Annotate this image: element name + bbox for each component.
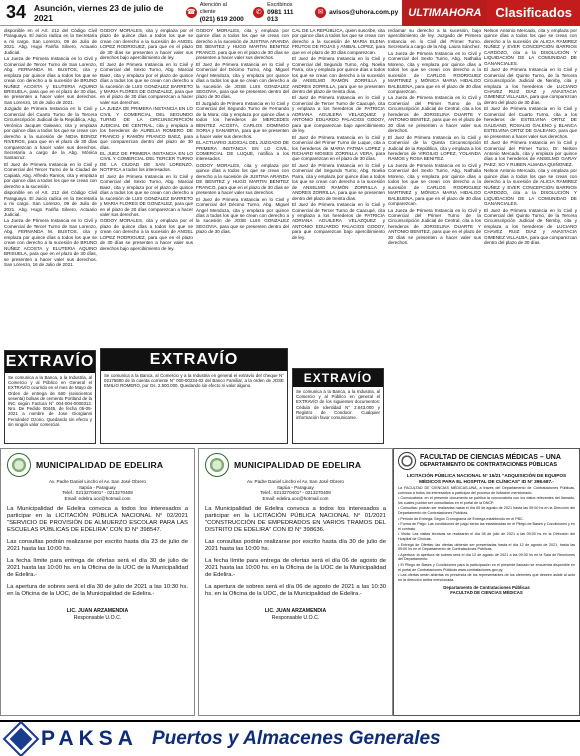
column-3 bbox=[196, 28, 289, 364]
notice: La Jueza de Primera Instancia en lo Civil y Comercial de Tercer Turno de San Lorenzo, Abg. FERNANDA M. BUSTOS, cita y emplaza por quince días a todos los que se crean con derecho a la sucesión de BRUNO NUÑEZ ACOSTA y ELUTERIA AQUINO BRISUELA, para que en el plazo de 30 días, se presenten a hacer valer sus derechos. San Lorenzo, 16 de Julio de 2021. bbox=[4, 218, 97, 268]
email-icon: ✉ bbox=[315, 7, 326, 18]
notice: GODOY MORALES, cita y emplaza por el plazo de quince días a todos los que se crean con derecho a la sucesión de ANGEL LOPEZ RODRIGUEZ, para que en el plazo de 30 días se presenten a hacer valer sus derechos bajo apercibimiento de ley. bbox=[100, 28, 193, 61]
paksa-logo-icon bbox=[5, 723, 36, 754]
notice: El Juez de Primera Instancia en lo Civil y Comercial del Segundo Turno, Abg. Noelia Parra, cita y emplaza por quince días a todos los que se crean con derecho a la sucesión de ANSELMO RAMÓN ZORRILLA y ANDRES ZORRILLA, para que se presenten dentro del plazo de treinta días. bbox=[292, 56, 385, 94]
extravio-title: EXTRAVÍO bbox=[101, 349, 287, 371]
signature-block: LIC. JUAN ARZAMENDIA Responsable U.O.C. bbox=[66, 608, 129, 621]
tender-paragraph: • Consultas: podrán ser realizadas hasta el día 05 de agosto de 2021 hasta las 09:00 hs en la Dirección del Departamento de Contrataciones Públicas. bbox=[398, 506, 575, 515]
notice-paragraph: La fecha límite para entrega de ofertas será el día 06 de agosto de 2021 hasta las 10:00 hs. en la Oficina de la UOC de la Municipalidad de Edelira.- bbox=[205, 558, 386, 579]
notice: El Juez de Primera Instancia en lo Civil y Comercial de Tercer Turno de Caacupé, cita y emplaza a los herederos de PATRICIA ADRIANA AGUILERA VELAZQUEZ y ANTONIO EDUARDO PALACIOS GODOY, para que comparezcan bajo apercibimiento de ley. bbox=[292, 95, 385, 134]
notice: LA JUEZA DE PRIMERA INSTANCIA EN LO CIVIL Y COMERCIAL DEL SEGUNDO TURNO DE LA CIRCUNSCRIPCIÓN JUDICIAL DE CENTRAL, cita y emplaza a los herederos de AURELIA ROMERO DE FRANCO y RAMÓN FRANCO BAEZ, para que comparezcan dentro del plazo de 30 días. bbox=[100, 106, 193, 150]
tender-footer: Departamento de Contrataciones Públicas FACULTAD DE CIENCIAS MÉDICAS bbox=[443, 585, 530, 596]
classified-columns bbox=[4, 28, 576, 446]
column-1 bbox=[4, 28, 97, 346]
extravio-text: Se comunica a la Banca, al Comercio y a la Industria en general el extravío del cheque N° 02175680 de la cuenta corriente N° 000-00234-02 del Banco Familiar, a la orden de JOSE EMILIO ROMERO, por Gs. 2.500.000. Quedando sin efecto ni valor alguno. bbox=[104, 373, 284, 389]
tender-paragraph: • Entrega de Ofertas: las ofertas deberán ser presentadas hasta el día 12 de agosto de 2021, hasta las 09:00 hs en el Departamento de Contrataciones Públicas. bbox=[398, 542, 575, 552]
tender-paragraph: • Las ofertas serán abiertas en presencia de los representantes de los oferentes que deseen asistir al acto en la dirección arriba mencionada. bbox=[398, 573, 575, 582]
notice: La Jueza de Primera Instancia en lo Civil y Comercial del Sexto Turno, Abg. Nathalia Moreno, cita y emplaza por quince días a todos los que se crean con derecho a la sucesión de CARLOS RODRIGUEZ MARTINEZ y MÓNICA MARIA HIDALGO BALBUENA, para que en el plazo de 30 días comparezcan. bbox=[388, 50, 481, 94]
notice: GODOY MORALES, cita y emplaza por quince días a todos los que se crean con derecho a la sucesión de JUSTINA ARANDA DE BENITEZ y HUGO MARTIN BENITEZ FRANCO, para que en el plazo de 30 días se presenten a hacer valer sus derechos. bbox=[196, 162, 289, 196]
notice: La Jueza de Primera Instancia en lo Civil y Comercial del Primer Turno de la Circunscripción Judicial de Central, cita a los herederos de JORGELINA DUARTE Y ANTONIO BENITEZ, para que en el plazo de 30 días se presenten a hacer valer sus derechos. bbox=[388, 95, 481, 134]
municipal-address-block: Av. Padre Daniel Lincho el Av. San José Obrero Itapúa - Paraguay Telef.: 0213270401* - 0213270408 Email: edelira.uoc@hotmail.com bbox=[247, 479, 344, 501]
municipal-notice-left bbox=[0, 448, 195, 716]
municipal-address-block: Av. Padre Daniel Lincho el Av. San José Obrero Itapúa - Paraguay Telef.: 0213270401* - 0213270408 Email: edelira.uoc@hotmail.com bbox=[49, 479, 146, 501]
column-6 bbox=[484, 28, 577, 368]
tender-paragraph: • Apertura: la apertura de sobres será el día 12 de agosto de 2021 a las 09:30 hs en la Sala de Reuniones del Departamento. bbox=[398, 552, 575, 562]
notice-paragraph: Las consultas podrán realizarse por escrito hasta día 23 de julio de 2021 hasta las 10:00 hs. bbox=[7, 539, 188, 553]
extravio-text: Se comunica a la Banca, a la Industria, al Comercio y al Público en general el EXTRAVÍO de los siguientes documentos: Cédula de Identidad N° 2.643.000 y Registro de Conducir. Cualquier información favor comunicarse. bbox=[296, 389, 380, 421]
extravio-notice-middle bbox=[100, 348, 288, 444]
notice: EL ACTUARIO JUDICIAL DEL JUZGADO DE PRIMERA INSTANCIA EN LO CIVIL, COMERCIAL DE LUQUE, notifica a los interesados. bbox=[196, 140, 289, 162]
page-header bbox=[0, 0, 580, 26]
column-5 bbox=[388, 28, 481, 358]
signature-block: LIC. JUAN ARZAMENDIA Responsable U.O.C. bbox=[264, 608, 327, 621]
notice: Nelson Antonio Mercado, cita y emplaza por quince días a todos los que se crean con derecho a la sucesión de ALICIA RAMIREZ NUÑEZ y EVER CONCEPCIÓN BARRIOS CARDOZO, cita a la DISOLUCIÓN Y LIQUIDACIÓN DE LA COMUNIDAD DE GANANCIALES. bbox=[484, 28, 577, 66]
faculty-seal-icon bbox=[398, 452, 416, 470]
notice: El Juez de Primera Instancia en lo Civil y Comercial del Sexto Turno, Abg. Marcial Baez, cita y emplaza por el plazo de quince días a todos los que se crean con derecho a la sucesión de LUIS GONZALEZ BARRETO y MARIA FLORES DE GONZALEZ, para que en el plazo de 30 días comparezcan a hacer valer sus derechos. bbox=[100, 173, 193, 217]
extravio-notice-left bbox=[4, 350, 96, 444]
notice-paragraph: La apertura de sobres será el día 30 de julio de 2021 a las 10:30 hs. en la Oficina de la UOC, de la Municipalidad de Edelira.- bbox=[7, 584, 188, 598]
tender-paragraph: • Periodo de Entrega: Según Cronograma de Entrega establecido en el PBC. bbox=[398, 516, 524, 521]
faculty-tender-notice bbox=[393, 448, 580, 716]
contact-email: ✉ avisos@uhora.com.py bbox=[315, 7, 398, 18]
notice: El Juez de Primera Instancia en lo Civil y Comercial del Cuarto Turno, cita a los herederos de ESTELVINA ORTIZ DE GALEANO, ROSALIO GALENO y BLANCA ESTELVINA ORTIZ DE GALEANO, para que se presenten a hacer valer sus derechos. bbox=[484, 106, 577, 139]
department-title: DEPARTAMENTO DE CONTRATACIONES PÚBLICAS bbox=[420, 461, 557, 468]
extravio-title: EXTRAVÍO bbox=[293, 369, 383, 387]
notice: La Jueza de Primera Instancia en lo Civil y Comercial del Primer Turno de la Circunscripción Judicial de Central, cita a los herederos de JORGELINA DUARTE Y ANTONIO BENITEZ, para que en el plazo de 30 días se presenten a hacer valer sus derechos. bbox=[388, 207, 481, 246]
notice: GODOY MORALES, cita y emplaza por quince días a todos los que se crean con derecho a la sucesión de JUSTINA ARANDA DE BENITEZ y HUGO MARTIN BENITEZ FRANCO, para que en el plazo de 30 días se presenten a hacer valer sus derechos. bbox=[196, 28, 289, 61]
notice-paragraph: La Municipalidad de Edelira convoca a todos los interesados a participar en la LICITACIÓN PÚBLICA NACIONAL N° 02/2021 "SERVICIO DE PROVISIÓN DE ALMUERZO ESCOLAR PARA LAS ESCUELAS PÚBLICAS DE EDELIRA" CON ID N° 398547. bbox=[7, 506, 188, 534]
notice: El Juez de Primera Instancia en lo Civil y Comercial del Primer Turno, Dr. Nelson Antonio Mercado, cita y emplaza por quince días a los herederos de ANSELMO GARAY PAEZ, SO Y RUBEN ALMADA QUIÑONEZ. bbox=[484, 140, 577, 167]
notice: disponible en el Art. 212 del Código Civil Paraguayo. El Juicio radica en la Secretaría a mi cargo. San Lorenzo, 09 de Julio de 2021. Abg. Hugo Fariña Silvero, Actuario Judicial. bbox=[4, 28, 97, 55]
column-4 bbox=[292, 28, 385, 364]
issue-date: Asunción, viernes 23 de julio de 2021 bbox=[33, 2, 164, 23]
phone-icon: ☎ bbox=[186, 9, 196, 16]
notice: El Juez de Primera Instancia en lo Civil y Comercial del Primer Turno de Luque, cita a los herederos de MARIA FATIMA LOPEZ y RICHARD MOISES ZORRILLA VERA, para que comparezcan en el plazo de 30 días. bbox=[292, 134, 385, 162]
municipal-title: MUNICIPALIDAD DE EDELIRA bbox=[234, 459, 362, 470]
extravio-notice-right bbox=[292, 368, 384, 444]
extravio-text: Se comunica a la Banca, a la Industria, al Comercio y al Público en General el EXTRAVÍO ocurrido en el mes de Mayo de Orden de entrega de 660 (seiscientos sesenta) bolsas de cemento Portland de la INC según Factura N° 004-004-0000312. Nro. De Pedido 00445, de fecha 05-05-2021 a nombre de Jose Giorgianni Fernández Ozorio. Quedando sin efecto y sin ningún valor comercial. bbox=[8, 375, 92, 427]
tender-subtitle: LICITACIÓN PÚBLICA NACIONAL N° 16/21 "ADQUISICIÓN DE EQUIPOS MÉDICOS PARA EL HOSPITAL DE CLÍNICAS" ID N° 398.687.- bbox=[406, 473, 567, 484]
notice: reclamar su derecho a la sucesión, bajo apercibimiento de ley. Juzgado de Primera Instancia en lo Civil del Primer Turno. Secretaría a cargo de la Abg. Laura Sánchez. bbox=[388, 28, 481, 50]
notice: El Juzgado de Primera Instancia en lo Civil y Comercial del Segundo Turno de Fernando de la Mora, cita y emplaza por quince días a todos los herederos de MERCEDES BENITEZ ACOSTA, CARLOS DOMINGO SORIA y SANABRIA, para que se presenten a hacer valer sus derechos. bbox=[196, 100, 289, 139]
contact-whatsapp: ✆ Escribinos 0981 111 013 bbox=[253, 2, 306, 23]
column-2 bbox=[100, 28, 193, 344]
municipal-seal-icon bbox=[7, 453, 31, 477]
tender-paragraph: • Convocatoria: en el presente documento se publica la convocatoria con los datos relevantes del llamado, los cuales podrán ser consultados en el portal de la DNCP. bbox=[398, 496, 575, 505]
notice: EL JUEZ DE PRIMERA INSTANCIA EN LO CIVIL Y COMERCIAL DEL TERCER TURNO DE LA CIUDAD DE SAN LORENZO, NOTIFICA a todos los interesados. bbox=[100, 150, 193, 173]
tender-paragraph: • El Pliego de Bases y Condiciones para la participación en el presente llamado se encuentra disponible en el portal de Contrataciones Públicas www.contrataciones.gov.py. bbox=[398, 563, 575, 572]
notice: El Juez de Primera Instancia en lo Civil y Comercial del Décimo Turno, Abg. Miguel Ángel Mendoza, cita y emplaza por quince días a todos los que se crean con derecho a la sucesión de JOSE LUIS GONZALEZ SEGOVIA, para que se presenten dentro del plazo de 30 días. bbox=[196, 61, 289, 100]
notice: La Jueza de Primera Instancia en lo Civil y Comercial de Tercer Turno de San Lorenzo, Abg. FERNANDA M. BUSTOS, cita y emplaza por quince días a todos los que se crean con derecho a la sucesión de BRUNO NUÑEZ ACOSTA y ELUTERIA AQUINO BRISUELA, para que en el plazo de 30 días, se presenten a hacer valer sus derechos. San Lorenzo, 16 de Julio de 2021. bbox=[4, 56, 97, 105]
contact-strip bbox=[186, 2, 403, 23]
paksa-advertisement[interactable] bbox=[0, 720, 580, 756]
faculty-title: FACULTAD DE CIENCIAS MÉDICAS – UNA bbox=[420, 453, 561, 461]
newspaper-logo: ULTIMAHORA bbox=[402, 0, 487, 26]
notice: El Juez de Primera Instancia en lo Civil y Comercial del Sexto Turno, Abg. Marcial Baez, cita y emplaza por el plazo de quince días a todos los que se crean con derecho a la sucesión de LUIS GONZALEZ BARRETO y MARIA FLORES DE GONZALEZ, para que en el plazo de 30 días comparezcan a hacer valer sus derechos. bbox=[100, 61, 193, 105]
paksa-brand: PAKSA bbox=[41, 727, 138, 750]
municipal-seal-icon bbox=[205, 453, 229, 477]
tender-paragraph: • Forma de Pago: Las condiciones de pago serán las establecidas en el Pliego de Bases y Condiciones y en el contrato. bbox=[398, 522, 575, 531]
extravio-title: EXTRAVÍO bbox=[5, 351, 95, 373]
notice: Juzgado de Primera Instancia en lo Civil y Comercial del Cuarto Turno de la Tercera Circunscripción Judicial de la República, Abg. Verónica Jacquet Galeano, cita y emplaza por quince días a todos los que se crean con derecho a la sucesión de NIDIA BONOZ RIVEROS, para que en el plazo de 30 días comparezcan a hacer valer sus derechos. Secretaría a cargo de la Abg. Mónica Santacruz. bbox=[4, 106, 97, 161]
lower-notices bbox=[0, 448, 580, 716]
notice: disponible en el Art. 212 del Código Civil Paraguayo. El Juicio radica en la Secretaría a mi cargo. San Lorenzo, 09 de Julio de 2021. Abg. Hugo Fariña Silvero, Actuario Judicial. bbox=[4, 190, 97, 217]
brand-block bbox=[402, 0, 580, 26]
notice: El Juez de Primera Instancia en lo Civil y Comercial del Quinto Turno, de la Tercera Circunscripción Judicial de Ñemby, cita y emplaza a los herederos de LUCIANO CHAVEZ RUIZ DIAZ y ANASTACIA GIMENEZ VILLALBA, para que comparezcan dentro del plazo de 30 días. bbox=[484, 207, 577, 246]
municipal-title: MUNICIPALIDAD DE EDELIRA bbox=[36, 459, 164, 470]
notice-paragraph: Las consultas podrán realizarse por escrito hasta día 30 de julio de 2021 hasta las 10:00 hs. bbox=[205, 539, 386, 553]
municipal-notice-middle bbox=[198, 448, 393, 716]
tender-paragraph: La FACULTAD DE CIENCIAS MÉDICAS-UNA, a través del Departamento de Contrataciones Públicas, convoca a todos los interesados a participar del proceso de licitación mencionado. bbox=[398, 486, 575, 495]
notice: La Jueza de Primera Instancia en lo Civil y Comercial del Sexto Turno, Abg. Nathalia Moreno, cita y emplaza por quince días a todos los que se crean con derecho a la sucesión de CARLOS RODRIGUEZ MARTINEZ y MÓNICA MARIA HIDALGO BALBUENA, para que en el plazo de 30 días comparezcan. bbox=[388, 162, 481, 207]
notice: El Juez de Primera Instancia en lo Civil y Comercial de Tercer Turno de Caacupé, cita y emplaza a los herederos de PATRICIA ADRIANA AGUILERA VELAZQUEZ y ANTONIO EDUARDO PALACIOS GODOY, para que comparezcan bajo apercibimiento de ley. bbox=[292, 202, 385, 240]
tender-paragraph: • Visita: Las visitas técnicas se realizarán el día 28 de julio de 2021 a las 09:00 hs en la Dirección del Hospital de Clínicas. bbox=[398, 532, 575, 541]
notice-paragraph: La fecha límite para entrega de ofertas será el día 30 de julio de 2021 hasta las 10:00 hs. en la Oficina de la UOC de la Municipalidad de Edelira.- bbox=[7, 558, 188, 579]
notice: El Juez de Primera Instancia en lo Civil y Comercial del Tercer Turno de la Ciudad de Capiatá, Abg. Alfredo Ramos, cita y emplaza por quince días a todos los que se crean con derecho a la sucesión. bbox=[4, 161, 97, 189]
contact-phone: ☎ Atención al cliente (021) 619 2000 bbox=[186, 2, 244, 23]
notice: El Juez de Primera Instancia en lo Civil y Comercial del Quinto Turno, de la Tercera Circunscripción Judicial de Ñemby, cita y emplaza a los herederos de LUCIANO CHAVEZ RUIZ DIAZ y ANASTACIA GIMENEZ VILLALBA, para que comparezcan dentro del plazo de 30 días. bbox=[484, 67, 577, 105]
whatsapp-icon: ✆ bbox=[253, 7, 264, 18]
notice: Nelson Antonio Mercado, cita y emplaza por quince días a todos los que se crean con derecho a la sucesión de ALICIA RAMIREZ NUÑEZ y EVER CONCEPCIÓN BARRIOS CARDOZO, cita a la DISOLUCIÓN Y LIQUIDACIÓN DE LA COMUNIDAD DE GANANCIALES. bbox=[484, 168, 577, 207]
notice: GODOY MORALES, cita y emplaza por el plazo de quince días a todos los que se crean con derecho a la sucesión de ANGEL LOPEZ RODRIGUEZ, para que en el plazo de 30 días se presenten a hacer valer sus derechos bajo apercibimiento de ley. bbox=[100, 218, 193, 251]
notice-paragraph: La apertura de sobres será el día 06 de agosto de 2021 a las 10:30 hs. en la Oficina de la UOC, de la Municipalidad de Edelira.- bbox=[205, 584, 386, 598]
notice: CAL DE LA REPÚBLICA, quien suscribe, cita por quince días a todos los que se crean con derecho a la sucesión de MARIA ELENA FRUTOS DE ROJAS y ANIBAL LOPEZ, para que en el plazo de 30 días comparezcan. bbox=[292, 28, 385, 55]
tender-body bbox=[398, 486, 575, 582]
paksa-tagline: Puertos y Almacenes Generales bbox=[151, 728, 441, 749]
notice-paragraph: La Municipalidad de Edelira convoca a todos los interesados a participar en la LICITACIÓN PÚBLICA NACIONAL N° 01/2021 "CONSTRUCCIÓN DE EMPEDRADOS EN VARIOS TRAMOS DEL DISTRITO DE EDELIRA" CON ID N° 398636. bbox=[205, 506, 386, 534]
notice: El Juez de Primera Instancia en lo Civil y Comercial del Décimo Turno, Abg. Miguel Ángel Mendoza, cita y emplaza por quince días a todos los que se crean con derecho a la sucesión de JOSE LUIS GONZALEZ SEGOVIA, para que se presenten dentro del plazo de 30 días. bbox=[196, 196, 289, 235]
notice: El Juez de Primera Instancia en lo Civil y Comercial del Segundo Turno, Abg. Noelia Parra, cita y emplaza por quince días a todos los que se crean con derecho a la sucesión de ANSELMO RAMÓN ZORRILLA y ANDRES ZORRILLA, para que se presenten dentro del plazo de treinta días. bbox=[292, 162, 385, 201]
notice: El Juez de Primera Instancia en lo Civil y Comercial de la Quinta Circunscripción Judicial de la República, cita y emplaza a los herederos de VIRGILIO LOPEZ, YOLANDA RAMOS y ROSA BENITEZ. bbox=[388, 134, 481, 162]
section-title: Clasificados bbox=[487, 0, 580, 26]
paksa-logo bbox=[0, 727, 138, 751]
page-number: 34 bbox=[6, 2, 27, 22]
